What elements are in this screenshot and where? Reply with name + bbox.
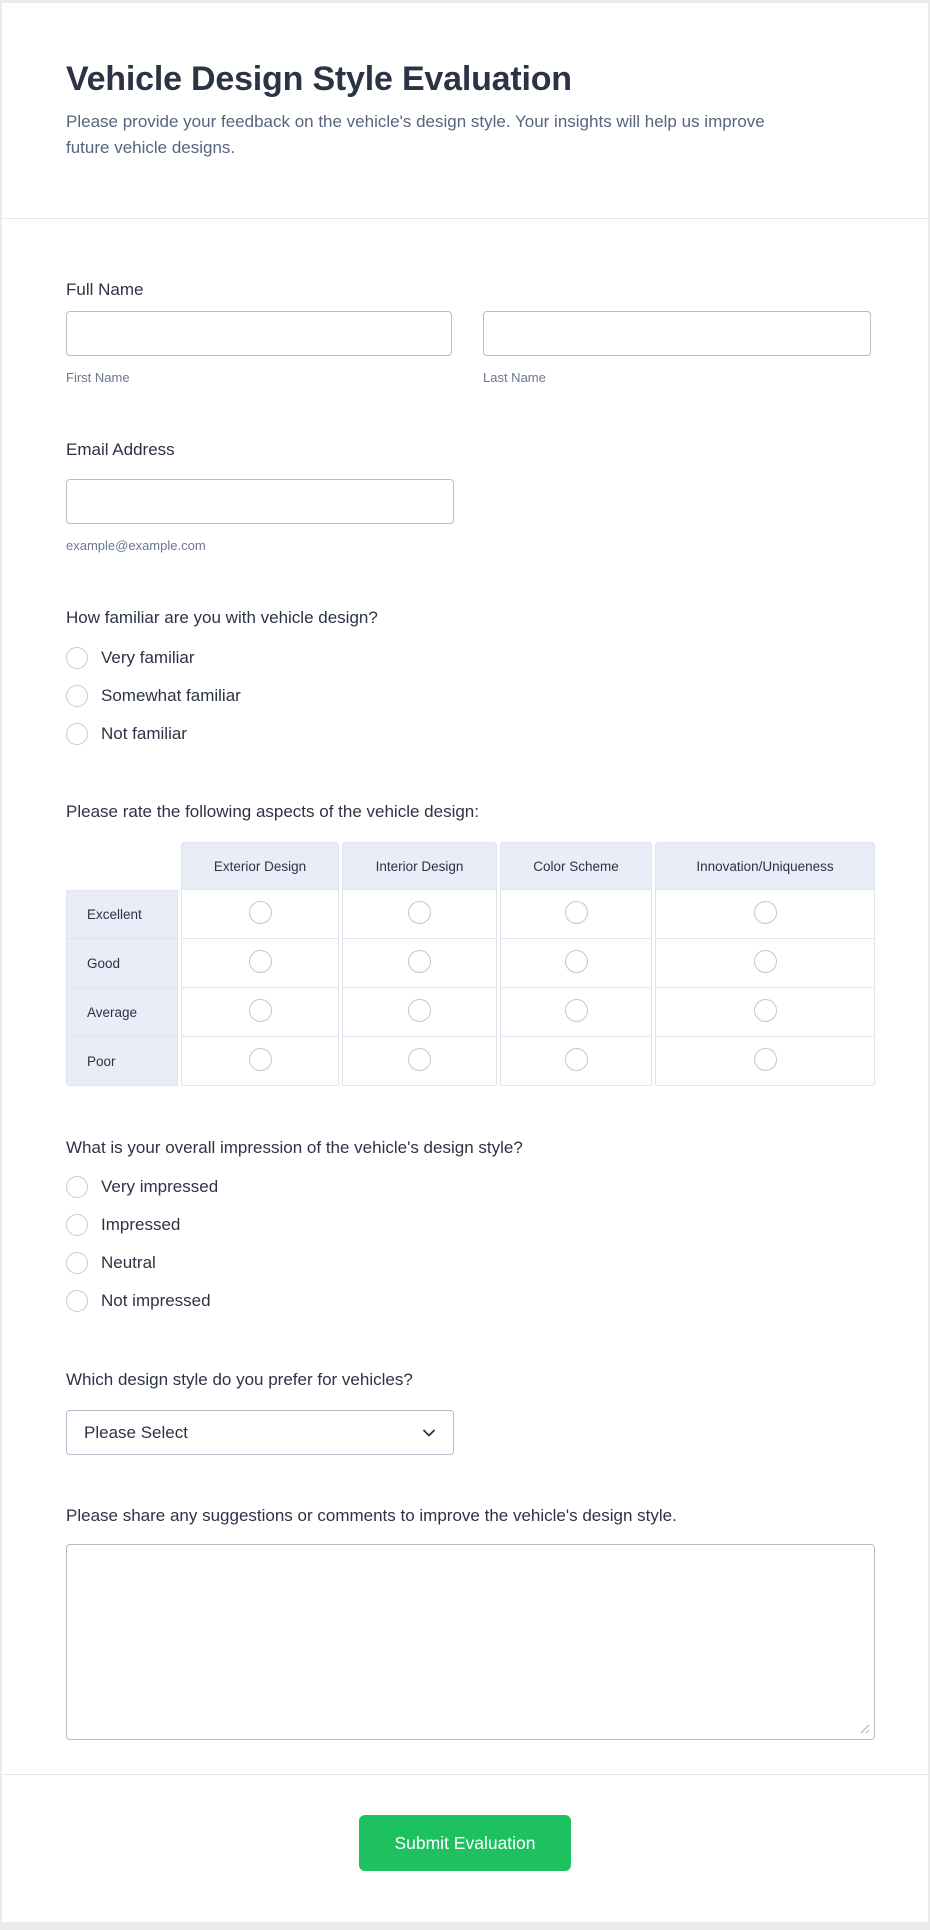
matrix-cell[interactable] [342,890,497,939]
matrix-cell[interactable] [500,939,652,988]
first-name-input[interactable] [66,311,452,356]
matrix-radio-icon[interactable] [565,950,588,973]
radio-button-icon[interactable] [66,1290,88,1312]
radio-option-somewhat-familiar[interactable] [66,677,871,715]
field-rating-matrix [66,801,871,1086]
select-value: Please Select [84,1422,188,1442]
matrix-cell[interactable] [181,1037,339,1086]
radio-button-icon[interactable] [66,1214,88,1236]
matrix-row-header: Average [66,988,178,1037]
matrix-radio-icon[interactable] [754,950,777,973]
field-full-name [66,279,871,386]
email-label: Email Address [66,440,175,459]
matrix-cell[interactable] [181,988,339,1037]
matrix-cell[interactable] [500,890,652,939]
field-style-preference [66,1369,871,1455]
matrix-row-header: Poor [66,1037,178,1086]
email-sublabel: example@example.com [66,538,206,553]
first-name-sublabel: First Name [66,370,130,385]
matrix-header-row [66,842,875,890]
matrix-row-header: Good [66,939,178,988]
matrix-row-poor [66,1037,875,1086]
form-body [2,219,928,1740]
radio-button-icon[interactable] [66,685,88,707]
resize-handle-icon[interactable] [859,1723,870,1734]
name-inputs-row [66,311,871,386]
radio-option-label: Somewhat familiar [101,686,241,705]
matrix-radio-icon[interactable] [754,999,777,1022]
matrix-cell[interactable] [181,890,339,939]
style-preference-select[interactable] [66,1410,454,1455]
matrix-cell[interactable] [655,890,875,939]
email-input[interactable] [66,479,454,524]
first-name-group [66,311,452,386]
matrix-radio-icon[interactable] [408,901,431,924]
form-header [2,3,928,219]
matrix-row-header: Excellent [66,890,178,939]
matrix-cell[interactable] [655,1037,875,1086]
matrix-col-header-color: Color Scheme [500,842,652,890]
radio-option-very-familiar[interactable] [66,639,871,677]
matrix-cell[interactable] [655,988,875,1037]
matrix-cell[interactable] [500,1037,652,1086]
matrix-radio-icon[interactable] [565,999,588,1022]
matrix-col-header-innovation: Innovation/Uniqueness [655,842,875,890]
radio-option-label: Not familiar [101,724,187,743]
matrix-cell[interactable] [342,939,497,988]
comments-textarea[interactable] [66,1544,875,1740]
matrix-radio-icon[interactable] [408,950,431,973]
radio-option-label: Neutral [101,1253,156,1272]
last-name-sublabel: Last Name [483,370,546,385]
matrix-radio-icon[interactable] [754,901,777,924]
matrix-radio-icon[interactable] [249,999,272,1022]
matrix-cell[interactable] [342,988,497,1037]
matrix-radio-icon[interactable] [249,1048,272,1071]
rating-matrix-table [63,842,878,1086]
radio-button-icon[interactable] [66,1176,88,1198]
full-name-label: Full Name [66,280,144,299]
impression-question-label: What is your overall impression of the vehicle's design style? [66,1138,523,1157]
impression-radio-group [66,1168,871,1320]
radio-option-neutral[interactable] [66,1244,871,1282]
radio-option-not-impressed[interactable] [66,1282,871,1320]
matrix-radio-icon[interactable] [408,1048,431,1071]
field-email [66,439,871,554]
radio-option-label: Not impressed [101,1291,211,1310]
comments-label: Please share any suggestions or comments to improve the vehicle's design style. [66,1506,677,1525]
radio-button-icon[interactable] [66,723,88,745]
matrix-cell[interactable] [181,939,339,988]
last-name-input[interactable] [483,311,871,356]
matrix-cell[interactable] [500,988,652,1037]
field-impression [66,1137,871,1320]
radio-option-label: Very impressed [101,1177,219,1196]
matrix-radio-icon[interactable] [754,1048,777,1071]
matrix-row-good [66,939,875,988]
radio-option-not-familiar[interactable] [66,715,871,753]
submit-button[interactable]: Submit Evaluation [359,1815,570,1871]
matrix-corner-cell [66,842,178,890]
matrix-radio-icon[interactable] [408,999,431,1022]
radio-option-very-impressed[interactable] [66,1168,871,1206]
matrix-col-header-exterior: Exterior Design [181,842,339,890]
form-title: Vehicle Design Style Evaluation [66,60,572,98]
radio-option-label: Impressed [101,1215,181,1234]
form-subtitle: Please provide your feedback on the vehicle's design style. Your insights will help us improve future vehicle designs. [66,112,765,157]
field-comments [66,1505,871,1740]
form-card [2,3,928,1922]
matrix-radio-icon[interactable] [249,901,272,924]
matrix-radio-icon[interactable] [249,950,272,973]
familiarity-question-label: How familiar are you with vehicle design? [66,608,378,627]
radio-button-icon[interactable] [66,647,88,669]
matrix-row-excellent [66,890,875,939]
matrix-col-header-interior: Interior Design [342,842,497,890]
radio-button-icon[interactable] [66,1252,88,1274]
matrix-cell[interactable] [342,1037,497,1086]
matrix-cell[interactable] [655,939,875,988]
matrix-question-label: Please rate the following aspects of the vehicle design: [66,802,479,821]
radio-option-impressed[interactable] [66,1206,871,1244]
form-footer [2,1774,928,1916]
chevron-down-icon [421,1425,437,1441]
matrix-radio-icon[interactable] [565,901,588,924]
comments-textarea-wrap [66,1544,875,1740]
familiarity-radio-group [66,639,871,753]
style-preference-label: Which design style do you prefer for vehicles? [66,1370,413,1389]
matrix-radio-icon[interactable] [565,1048,588,1071]
matrix-row-average [66,988,875,1037]
last-name-group [483,311,871,386]
radio-option-label: Very familiar [101,648,195,667]
field-familiarity [66,607,871,753]
